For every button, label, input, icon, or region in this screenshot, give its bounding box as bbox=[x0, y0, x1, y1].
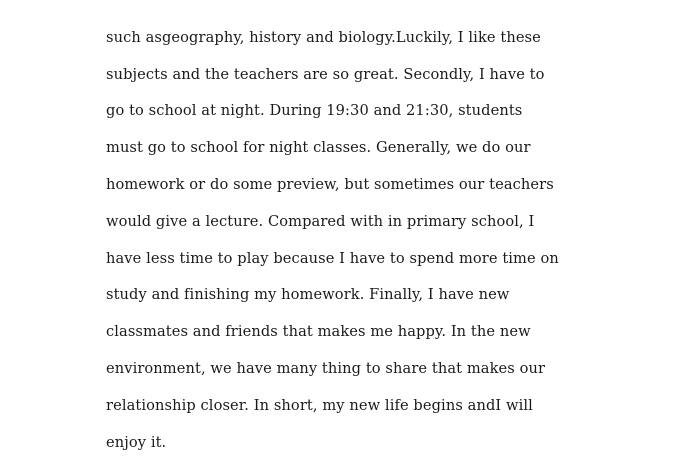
text-line-cut-off bbox=[106, 0, 686, 20]
text-line: must go to school for night classes. Generally, we do our bbox=[106, 139, 531, 157]
text-line: classmates and friends that makes me happy. In the new bbox=[106, 323, 531, 341]
text-line: homework or do some preview, but sometimes our teachers bbox=[106, 175, 554, 193]
essay-text bbox=[106, 0, 686, 461]
text-line: have less time to play because I have to spend more time on bbox=[106, 249, 559, 267]
text-line: enjoy it. bbox=[106, 433, 167, 451]
text-line: such asgeography, history and biology.Luckily, I like these bbox=[106, 28, 541, 46]
text-line: go to school at night. During 19:30 and 21:30, students bbox=[106, 102, 523, 120]
text-line: environment, we have many thing to share that makes our bbox=[106, 359, 546, 377]
text-line: would give a lecture. Compared with in primary school, I bbox=[106, 212, 535, 230]
text-line: relationship closer. In short, my new life begins andI will bbox=[106, 396, 533, 414]
text-line: study and finishing my homework. Finally, I have new bbox=[106, 286, 510, 304]
text-line: subjects and the teachers are so great. Secondly, I have to bbox=[106, 65, 545, 83]
